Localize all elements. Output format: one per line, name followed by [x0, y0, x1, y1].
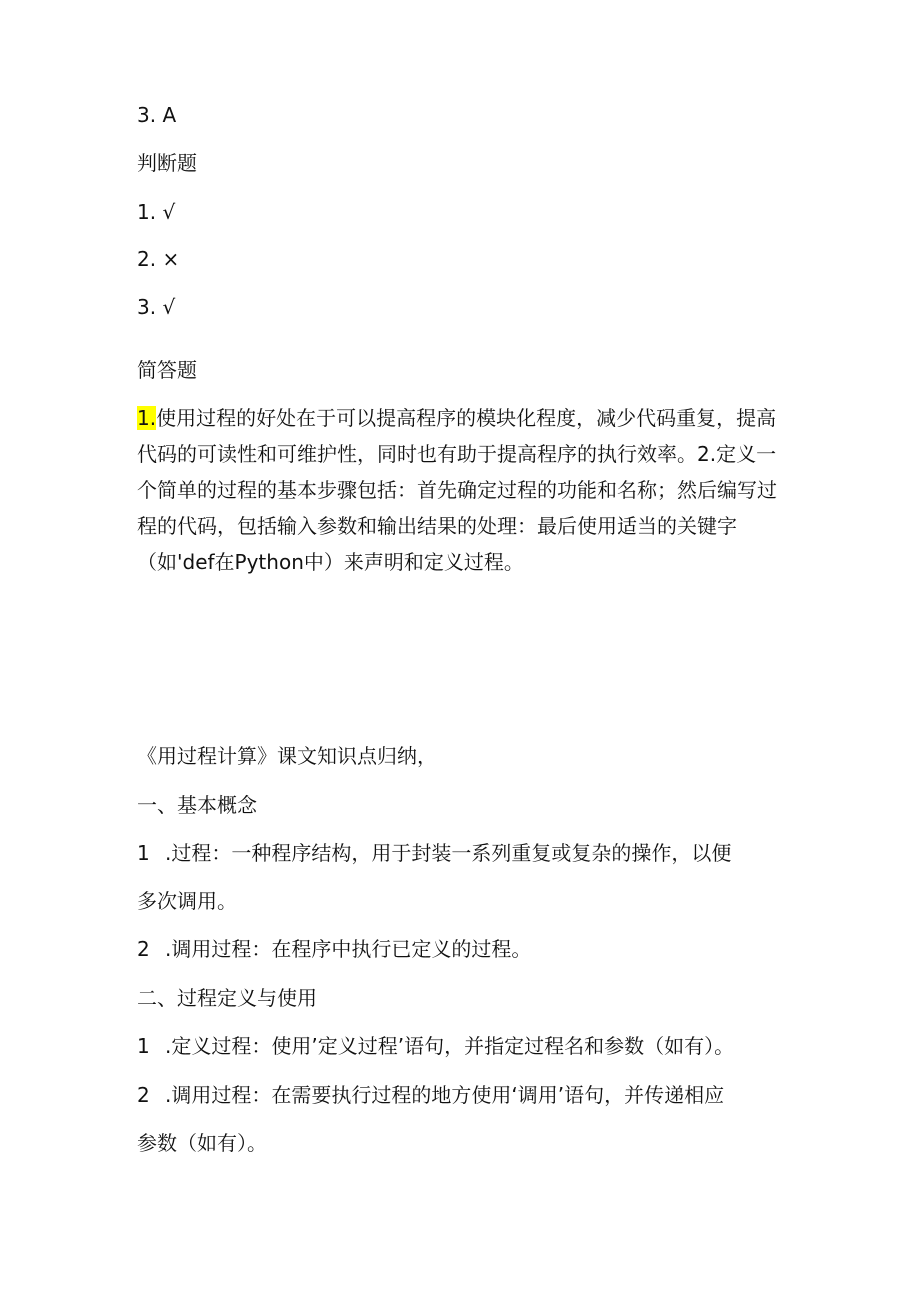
section-1-item-1: [137, 841, 731, 865]
highlighted-marker: 1.: [137, 406, 157, 430]
choice-answer-3: 3. A: [137, 103, 177, 127]
item-text: .调用过程：在需要执行过程的地方使用‘调用’语句，并传递相应: [165, 1083, 725, 1107]
section-1-item-1-continued: 多次调用。: [137, 889, 237, 913]
section-1-item-2: [137, 937, 531, 961]
short-answer-text: 使用过程的好处在于可以提高程序的模块化程度，减少代码重复，提高代码的可读性和可维护性，同时也有助于提高程序的执行效率。2.定义一个简单的过程的基本步骤包括：首先确定过程的功能和名称；然后编写过程的代码，包括输入参数和输出结果的处理：最后使用适当的关键字（如'def在Python中）来声明和定义过程。: [137, 406, 777, 574]
true-false-heading: 判断题: [137, 151, 197, 175]
true-false-answer-2: 2. ×: [137, 247, 180, 271]
item-text: .定义过程：使用’定义过程’语句，并指定过程名和参数（如有）。: [165, 1034, 735, 1058]
section-1-heading: 一、基本概念: [137, 793, 257, 817]
summary-title: 《用过程计算》课文知识点归纳，: [137, 744, 437, 768]
item-text: .过程：一种程序结构，用于封装一系列重复或复杂的操作，以便: [165, 841, 732, 865]
section-2-item-1: [137, 1034, 734, 1058]
item-number: 1: [137, 1034, 150, 1058]
true-false-answer-3: 3. √: [137, 295, 176, 319]
item-number: 2: [137, 937, 150, 961]
short-answer-heading: 简答题: [137, 358, 197, 382]
section-2-heading: 二、过程定义与使用: [137, 986, 317, 1010]
section-2-item-2-continued: 参数（如有）。: [137, 1131, 267, 1155]
item-number: 2: [137, 1083, 150, 1107]
true-false-answer-1: 1. √: [137, 200, 176, 224]
item-text: .调用过程：在程序中执行已定义的过程。: [165, 937, 532, 961]
short-answer-paragraph: [137, 400, 787, 580]
section-2-item-2: [137, 1083, 724, 1107]
item-number: 1: [137, 841, 150, 865]
